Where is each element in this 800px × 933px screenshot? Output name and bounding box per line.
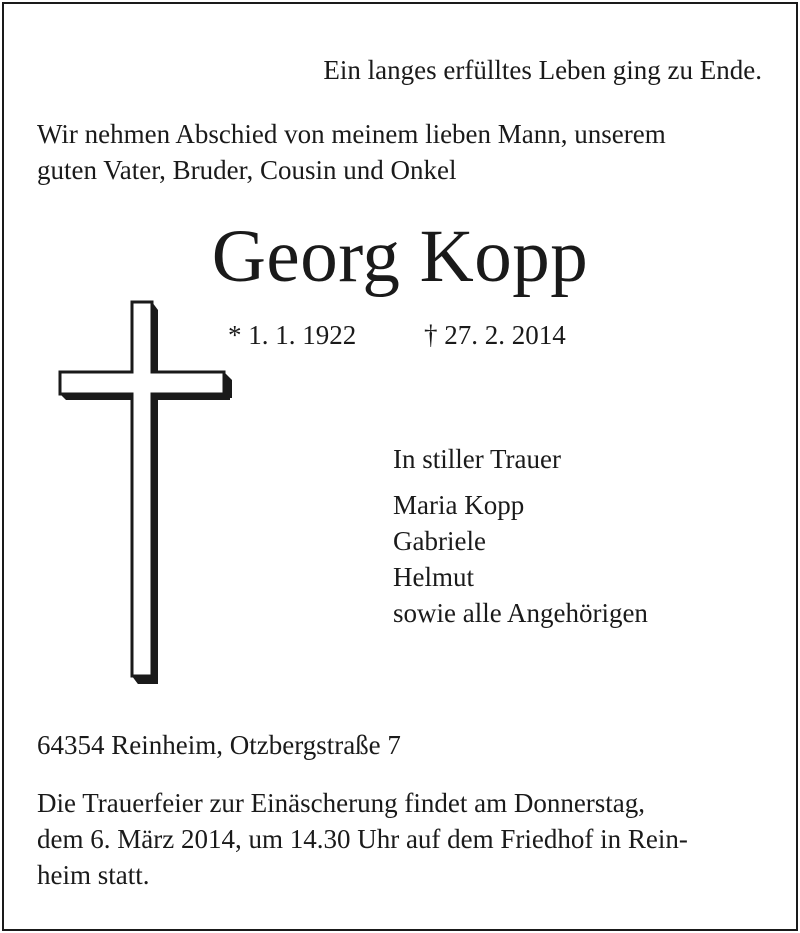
- service-line: dem 6. März 2014, um 14.30 Uhr auf dem Friedhof in Rein-: [37, 824, 688, 854]
- farewell-text: [37, 116, 666, 188]
- mourner-name: sowie alle Angehörigen: [393, 598, 648, 628]
- mourner-name: Gabriele: [393, 526, 486, 556]
- service-line: Die Trauerfeier zur Einäscherung findet am Donnerstag,: [37, 788, 646, 818]
- mourners-list: [393, 487, 648, 631]
- birth-date: * 1. 1. 1922: [228, 320, 357, 350]
- mourning-heading: In stiller Trauer: [393, 444, 561, 474]
- deceased-name: Georg Kopp: [211, 215, 589, 298]
- mourner-name: Helmut: [393, 562, 474, 592]
- service-info: [37, 785, 688, 893]
- farewell-line: Wir nehmen Abschied von meinem lieben Mann, unserem: [37, 119, 666, 149]
- farewell-line: guten Vater, Bruder, Cousin und Onkel: [37, 155, 457, 185]
- cross-icon: [58, 300, 238, 686]
- intro-line: Ein langes erfülltes Leben ging zu Ende.: [323, 55, 762, 85]
- obituary-notice: [2, 2, 798, 931]
- death-date: † 27. 2. 2014: [424, 320, 566, 350]
- mourner-name: Maria Kopp: [393, 490, 525, 520]
- address: 64354 Reinheim, Otzbergstraße 7: [37, 730, 401, 760]
- service-line: heim statt.: [37, 860, 150, 890]
